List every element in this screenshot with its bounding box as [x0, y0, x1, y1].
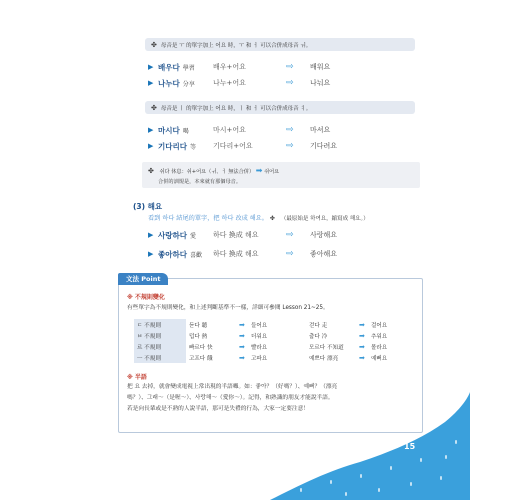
arrow-icon: ⇨ [286, 77, 294, 88]
table-cell: 빨라요 [251, 344, 268, 351]
table-cell: 르 不規則 [134, 341, 186, 352]
table-cell: 추워요 [371, 333, 388, 340]
triangle-bullet-icon: ▶ [148, 79, 154, 87]
table-cell: ㅡ 不規則 [134, 352, 186, 363]
example-result: 배워요 [310, 63, 331, 71]
example-result: 기다려요 [310, 142, 338, 150]
example-word: 사랑하다 [158, 230, 187, 240]
example-meaning: 愛 [189, 232, 196, 240]
grammar-text: 把 요 去掉，就會變成電視上常出現的半語囉。如：좋아？（好嗎？）、예뻐？（漂亮 [127, 384, 338, 390]
arrow-icon: ⇨ [286, 124, 294, 135]
arrow-icon: ⇨ [286, 140, 294, 151]
small-note-line1: 쉬다 休息：쉬+어요（ㅟ、ㅓ 無法合併） [159, 169, 255, 175]
triangle-bullet-icon: ▶ [148, 250, 154, 258]
triangle-bullet-icon: ▶ [148, 231, 154, 239]
note-text: 母音是 ㅣ 的單字加上 어요 時，ㅣ 和 ㅓ 可以合併成母音 ㅕ。 [160, 106, 312, 112]
arrow-icon: ➡ [359, 342, 365, 351]
table-cell: ㄷ 不規則 [134, 319, 186, 330]
section-desc-note: （最原始是 하여요，縮寫成 해요。） [280, 216, 369, 222]
example-meaning: 喝 [182, 127, 189, 135]
example-word: 나누다 [158, 78, 180, 88]
example-word: 마시다 [158, 125, 180, 135]
grammar-text: 有些單字為不規則變化，和上述判斷基準不一樣，詳細可參閱 Lesson 21~25。 [127, 305, 329, 311]
arrow-icon: ⇨ [286, 229, 294, 240]
example-result: 사랑해요 [310, 231, 338, 239]
star-icon: ✤ [151, 40, 157, 49]
small-note-result: 쉬어요 [264, 169, 280, 175]
table-cell: 들어요 [251, 322, 268, 329]
arrow-icon: ➡ [255, 166, 263, 175]
triangle-bullet-icon: ▶ [148, 63, 154, 71]
table-cell: 모르다 不知道 [309, 344, 344, 351]
arrow-icon: ➡ [239, 320, 245, 329]
example-formula: 기다리+어요 [213, 142, 253, 150]
arrow-icon: ➡ [239, 342, 245, 351]
arrow-icon: ⇨ [286, 248, 294, 259]
table-cell: 예뻐요 [371, 355, 388, 362]
example-formula: 배우+어요 [213, 63, 246, 71]
star-icon: ✤ [148, 167, 154, 175]
grammar-heading: ※ 不規則變化 [127, 294, 165, 301]
example-word: 배우다 [158, 62, 180, 72]
arrow-icon: ⇨ [286, 61, 294, 72]
example-meaning: 分享 [182, 80, 195, 88]
small-note-line2: 合併的訓規是，本來就有那個母音。 [158, 179, 242, 185]
table-cell: 고프다 餓 [189, 355, 213, 362]
table-cell: 더워요 [251, 333, 268, 340]
star-icon: ✤ [151, 103, 157, 112]
arrow-icon: ➡ [239, 353, 245, 362]
arrow-icon: ➡ [239, 331, 245, 340]
table-cell: 춥다 冷 [309, 333, 328, 340]
table-cell: 몰라요 [371, 344, 388, 351]
arrow-icon: ➡ [359, 353, 365, 362]
example-formula: 하다 換成 해요 [213, 250, 259, 258]
table-cell: 고파요 [251, 355, 268, 362]
grammar-text: 嗎？）、그래～（是喔～）、사랑해～（愛你～）。記得，和熟識的朋友才能說半語。 [127, 395, 334, 401]
arrow-icon: ➡ [359, 331, 365, 340]
table-cell: 듣다 聽 [189, 322, 208, 329]
example-result: 나눠요 [310, 79, 331, 87]
grammar-text: 若是向長輩或是不熟的人說半語，那可是失禮的行為，大家一定要注意！ [127, 406, 309, 412]
grammar-heading: ※ 半語 [127, 374, 147, 381]
example-formula: 나누+어요 [213, 79, 246, 87]
example-meaning: 學習 [182, 64, 195, 72]
example-formula: 하다 換成 해요 [213, 231, 259, 239]
grammar-point-tab: 文法 Point [118, 273, 168, 285]
table-cell: 걸어요 [371, 322, 388, 329]
example-word: 기다리다 [158, 141, 187, 151]
table-cell: ㅂ 不規則 [134, 330, 186, 341]
table-cell: 덥다 熱 [189, 333, 208, 340]
example-word: 좋아하다 [158, 249, 187, 259]
star-icon: ✤ [269, 215, 275, 222]
arrow-icon: ➡ [359, 320, 365, 329]
example-result: 마셔요 [310, 126, 331, 134]
table-cell: 빠르다 快 [189, 344, 213, 351]
example-formula: 마시+어요 [213, 126, 246, 134]
section-title: (3) 해요 [133, 202, 163, 211]
page-number: 15 [404, 442, 416, 451]
table-cell: 걷다 走 [309, 322, 328, 329]
table-cell: 예쁘다 漂亮 [309, 355, 339, 362]
triangle-bullet-icon: ▶ [148, 142, 154, 150]
triangle-bullet-icon: ▶ [148, 126, 154, 134]
example-meaning: 喜歡 [189, 251, 202, 259]
example-meaning: 等 [189, 143, 196, 151]
note-text: 母音是 ㅜ 的單字加上 어요 時，ㅜ 和 ㅓ 可以合併成母音 ㅝ。 [160, 43, 312, 49]
example-result: 좋아해요 [310, 250, 338, 258]
section-desc-text: 看到 하다 結尾的單字，把 하다 改成 해요。 [148, 215, 268, 222]
